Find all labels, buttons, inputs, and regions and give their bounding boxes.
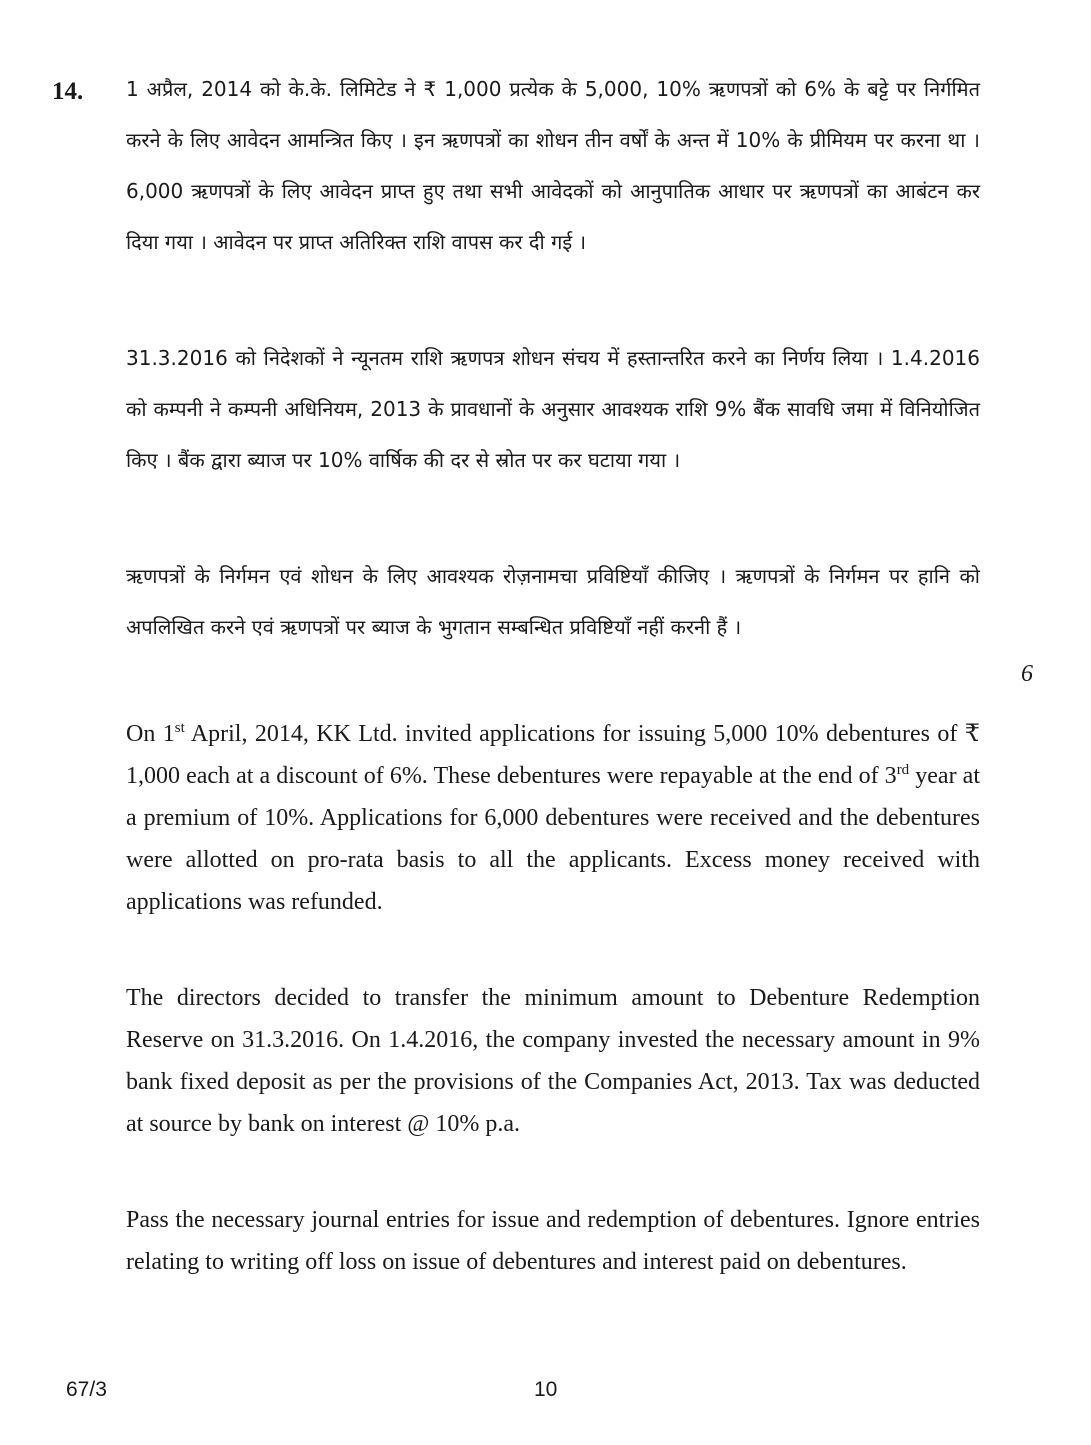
english-p1-superscript-st: st	[174, 720, 185, 736]
page-number: 10	[534, 1378, 558, 1401]
hindi-paragraph-1: 1 अप्रैल, 2014 को के.के. लिमिटेड ने ₹ 1,000 प्रत्येक के 5,000, 10% ऋणपत्रों को 6% के बट्टे पर निर्गमित करने के लिए आवेदन आमन्त्रित किए । इन ऋणपत्रों का शोधन तीन वर्षों के अन्त में 10% के प्रीमियम पर करना था । 6,000 ऋणपत्रों के लिए आवेदन प्राप्त हुए तथा सभी आवेदकों को आनुपातिक आधार पर ऋणपत्रों का आबंटन कर दिया गया । आवेदन पर प्राप्त अतिरिक्त राशि वापस कर दी गई ।	[126, 77, 980, 254]
english-p1-text-b: April, 2014, KK Ltd. invited applications for issuing 5,000 10% debentures of ₹ 1,000 each at a discount of 6%. These debentures were repayable at the end of 3	[126, 721, 980, 789]
english-paragraph-1	[126, 713, 980, 923]
english-p1-text-a: On 1	[126, 721, 175, 747]
hindi-paragraph-3: ऋणपत्रों के निर्गमन एवं शोधन के लिए आवश्यक रोज़नामचा प्रविष्टियाँ कीजिए । ऋणपत्रों के निर्गमन पर हानि को अपलिखित करने एवं ऋणपत्रों पर ब्याज के भुगतान सम्बन्धित प्रविष्टियाँ नहीं करनी हैं ।	[126, 564, 980, 639]
english-paragraph-3: Pass the necessary journal entries for issue and redemption of debentures. Ignore entries relating to writing off loss on issue of debentures and interest paid on debentures.	[126, 1207, 980, 1275]
hindi-paragraph-2: 31.3.2016 को निदेशकों ने न्यूनतम राशि ऋणपत्र शोधन संचय में हस्तान्तरित करने का निर्णय लिया । 1.4.2016 को कम्पनी ने कम्पनी अधिनियम, 2013 के प्रावधानों के अनुसार आवश्यक राशि 9% बैंक सावधि जमा में विनियोजित किए । बैंक द्वारा ब्याज पर 10% वार्षिक की दर से स्रोत पर कर घटाया गया ।	[126, 346, 980, 472]
question-number: 14.	[52, 78, 84, 105]
english-p1-text-c: year at a premium of 10%. Applications for 6,000 debentures were received and the debentures were allotted on pro-rata basis to all the applicants. Excess money received with applications was refunded.	[126, 763, 980, 915]
english-p1-superscript-rd: rd	[896, 762, 910, 778]
question-marks: 6	[1021, 661, 1033, 687]
paper-code: 67/3	[66, 1378, 107, 1401]
english-paragraph-2: The directors decided to transfer the minimum amount to Debenture Redemption Reserve on 31.3.2016. On 1.4.2016, the company invested the necessary amount in 9% bank fixed deposit as per the provisions of the Companies Act, 2013. Tax was deducted at source by bank on interest @ 10% p.a.	[126, 985, 980, 1137]
